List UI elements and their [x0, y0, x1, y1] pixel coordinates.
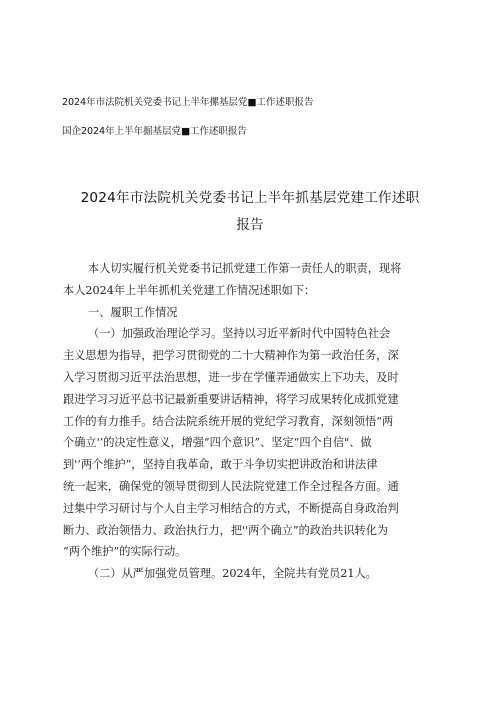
toc-entry-1[interactable]: 2024年市法院机关党委书记上半年摞基层党■工作述职报告 [62, 97, 314, 108]
document-title-line-2: 报告 [236, 217, 264, 233]
body-line: （一）加强政治理论学习。坚持以习近平新时代中国特色社会 [88, 327, 391, 341]
document-body [63, 258, 455, 585]
body-line: 工作的有力推手。结合法院系统开展的党纪学习教育，深刻领悟“两 [63, 414, 394, 428]
section-heading: 一、履职工作情况 [88, 305, 178, 319]
body-line: 个确立'’的决定性意义，增强“四个意识”、坚定“四个自信"、做 [63, 436, 372, 450]
body-line: 断力、政治领悟力、政治执行力，把''两个确立”的政治共识转化为 [63, 523, 389, 537]
body-line: 统一起来，确保党的领导贯彻到人民法院党建工作全过程各方面。通 [63, 479, 399, 493]
body-line: 本人2024年上半年抓机关党建工作情况述职如下： [63, 283, 316, 297]
body-line: （二）从严加强党员管理。2024年，全院共有党员21人。 [88, 567, 377, 581]
body-line: 跟进学习习近平总书记最新重要讲话精神，将学习成果转化成抓党建 [63, 392, 399, 406]
body-line: “两个维护”的实际行动。 [63, 545, 187, 559]
body-line: 本人切实履行机关党委书记抓党建工作第一责任人的职责，现将 [88, 262, 402, 275]
body-line: 过集中学习研讨与个人自主学习相结合的方式，不断提高自身政治判 [63, 501, 399, 515]
document-title-line-1: 2024年市法院机关党委书记上半年抓基层党建工作述职 [80, 190, 420, 206]
body-line: 主义思想为指导，把学习贯彻党的二十大精神作为第一政治任务，深 [63, 349, 399, 363]
toc-entry-2[interactable]: 国企2024年上半年掘基层党■工作述职报告 [62, 126, 247, 137]
body-line: 入学习贯彻习近平法治思想，进一步在学懂弄通做实上下功夫，及时 [63, 370, 399, 384]
body-line: 到'‘两个维护”，坚持自我革命，敢于斗争切实把讲政治和讲法律 [63, 458, 378, 472]
